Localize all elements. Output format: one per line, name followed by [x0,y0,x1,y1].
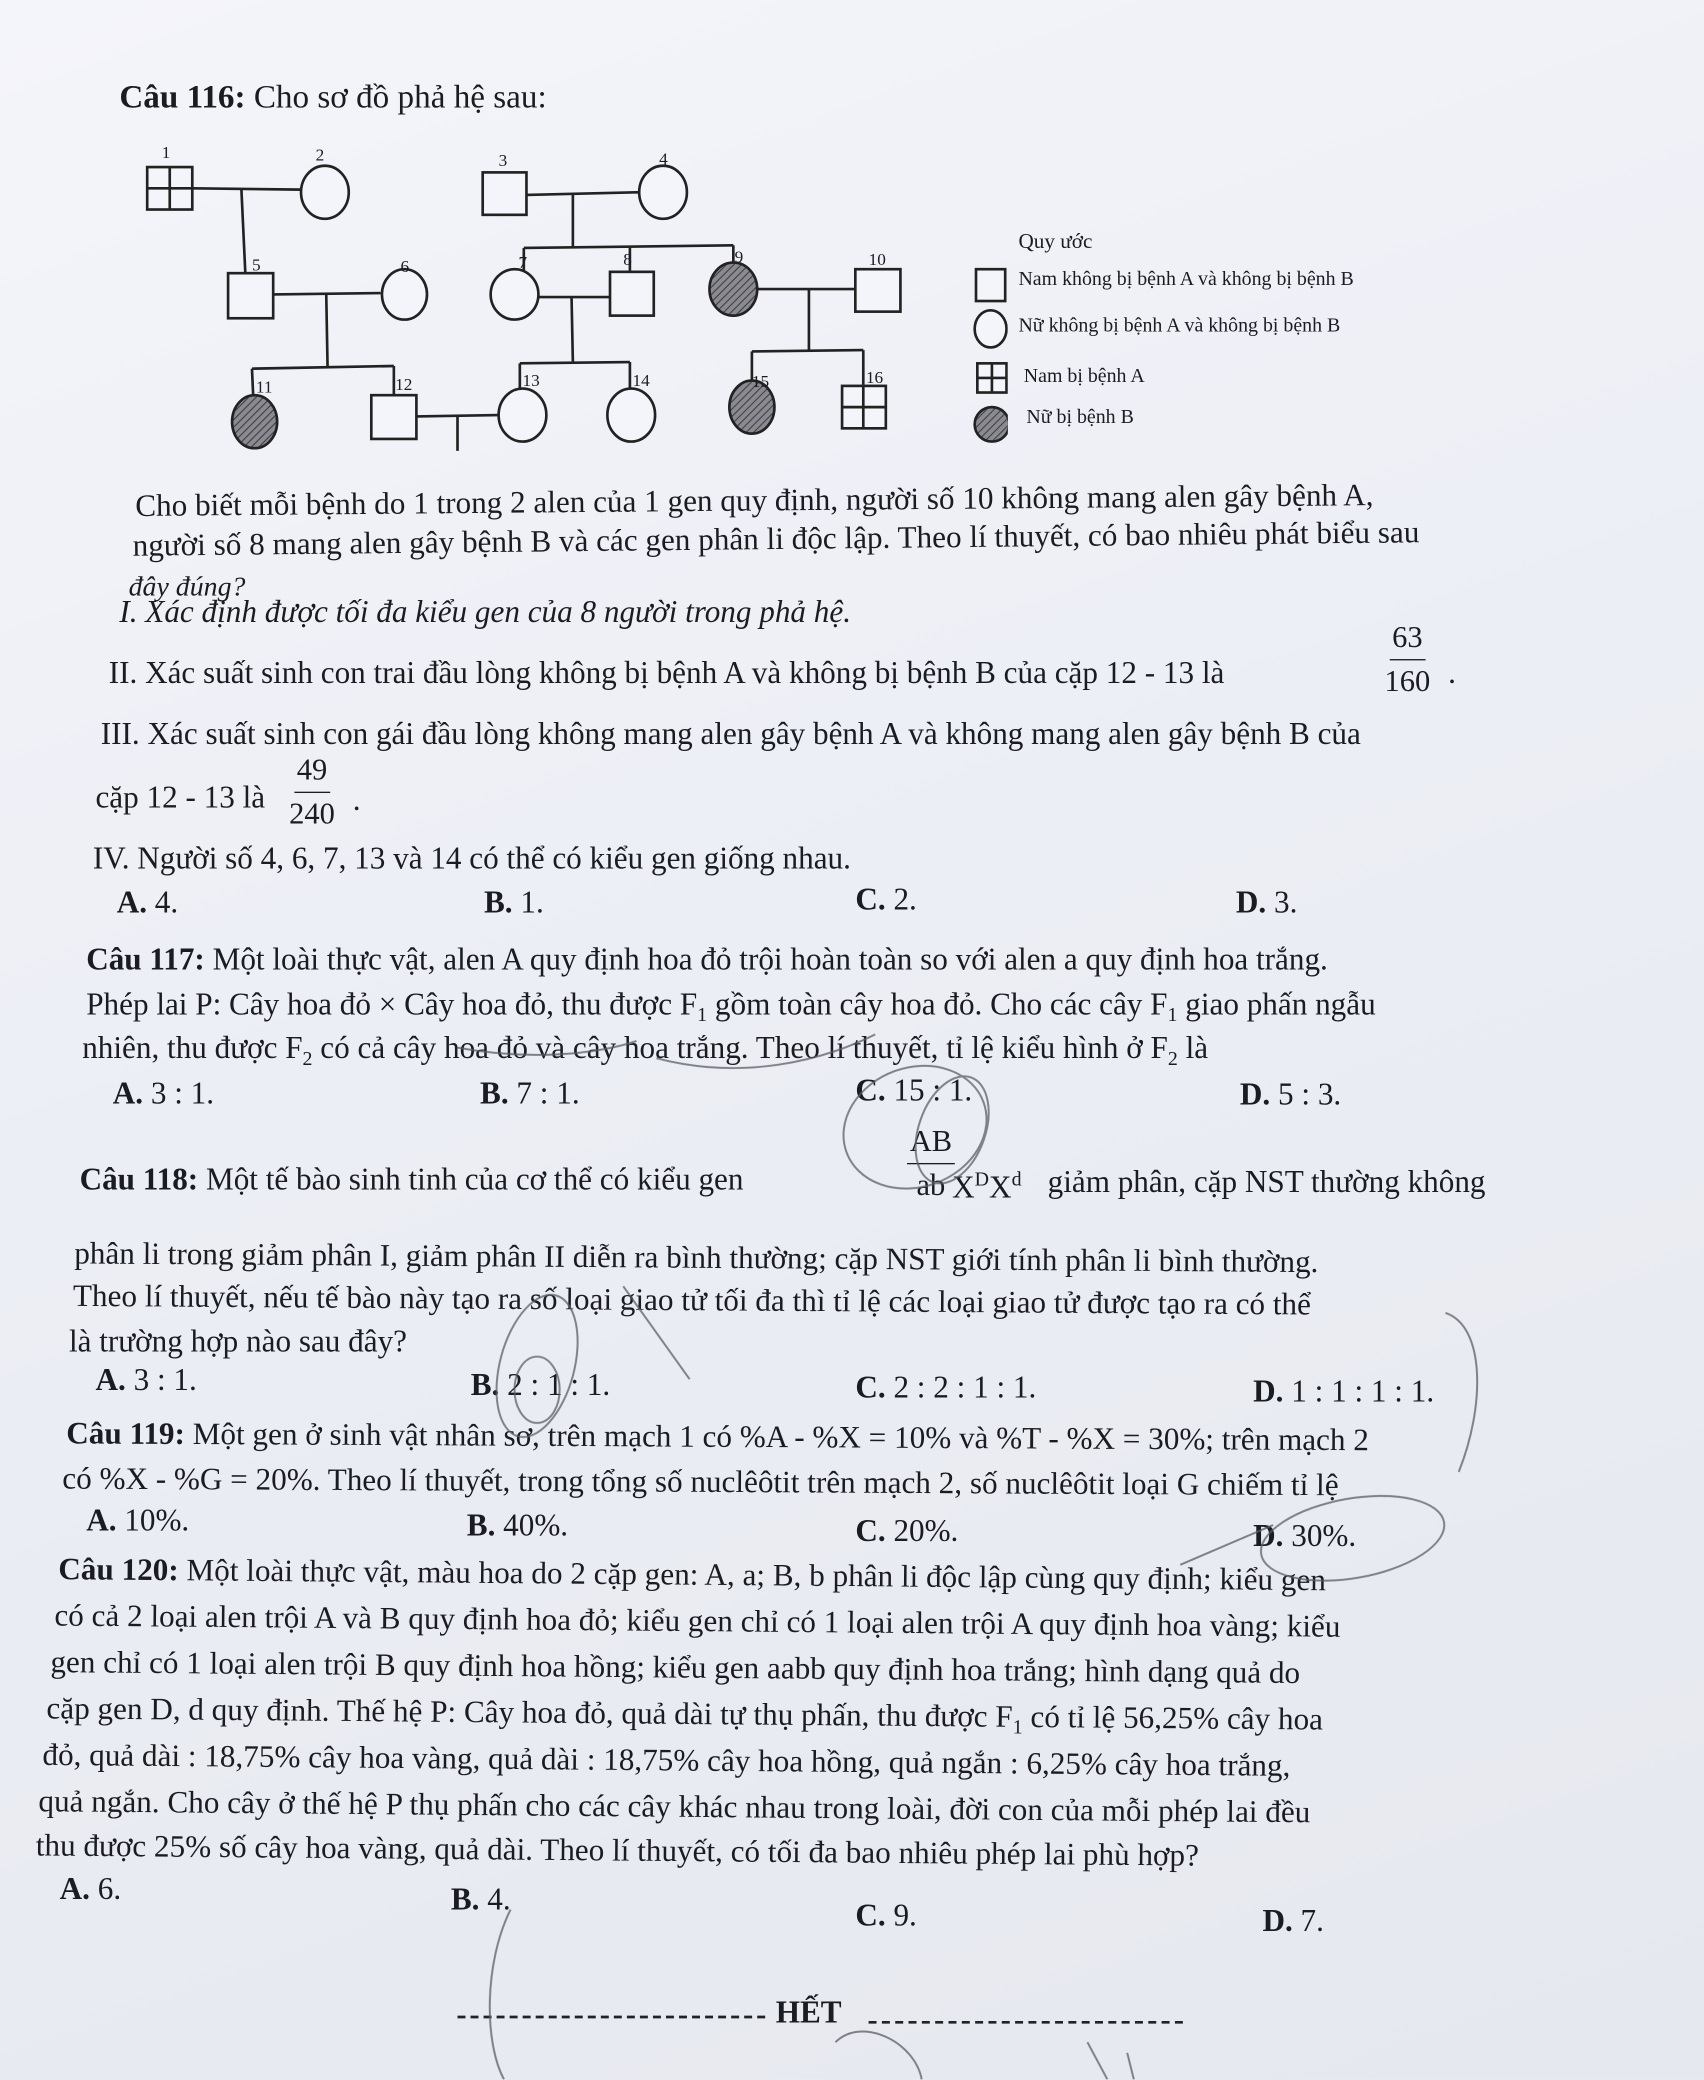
option-key: B. [484,885,513,921]
genotype-fraction [907,1125,955,1203]
option-key: C. [855,1514,886,1549]
fraction-63-160 [1384,621,1430,699]
q120-line3: gen chỉ có 1 loại alen trội B quy định hoa hồng; kiểu gen aabb quy định hoa trắng; hình dạng quả do [50,1645,1301,1691]
label-8: 8 [623,250,632,270]
question-label: Câu 117: [86,942,205,978]
text: nhiên, thu được F [82,1031,303,1067]
q117-option-c[interactable] [855,1074,972,1110]
end-divider-right [869,2021,1183,2024]
text: giao phấn ngẫu [1177,987,1376,1023]
option-value: 10%. [124,1503,190,1539]
end-divider-left [458,2016,766,2019]
q120-option-b[interactable] [451,1883,511,1919]
option-key: A. [112,1076,144,1112]
subscript: 1 [1012,1717,1023,1739]
option-key: D. [1262,1904,1293,1939]
individual-2-female [301,166,349,219]
q119-option-d[interactable] [1253,1520,1356,1556]
q120-line5: đỏ, quả dài : 18,75% cây hoa vàng, quả dài : 18,75% cây hoa hồng, quả ngắn : 6,25% cây hoa trắng, [42,1738,1291,1784]
q117-line2 [86,987,1375,1035]
question-label: Câu 116: [119,79,246,116]
legend-female-disease-b-icon [975,407,1008,441]
question-text: Một gen ở sinh vật nhân sơ, trên mạch 1 có %A - %X = 10% và %T - %X = 30%; trên mạch 2 [192,1417,1369,1459]
option-value: 3 : 1. [133,1363,197,1398]
q117-line1 [86,942,1328,979]
q118-option-d[interactable] [1253,1375,1434,1411]
label-2: 2 [315,145,325,165]
label-4: 4 [659,149,668,169]
q118-line1b: giảm phân, cặp NST thường không [1047,1165,1486,1201]
fraction-numerator: 49 [294,753,330,793]
option-key: A. [86,1503,117,1539]
subscript: 2 [1167,1048,1178,1071]
text: là [1177,1031,1209,1067]
label-12: 12 [395,374,413,394]
label-5: 5 [251,255,261,275]
label-15: 15 [751,372,770,392]
q118-line1a [80,1162,744,1199]
q118-option-c[interactable] [855,1371,1036,1407]
label-16: 16 [865,368,884,388]
q118-option-b[interactable] [471,1369,610,1405]
statement-3-line2: cặp 12 - 13 là [95,781,266,816]
fraction-denominator: 240 [289,796,335,831]
text: có tỉ lệ 56,25% cây hoa [1022,1700,1324,1738]
q118-line2: phân li trong giảm phân I, giảm phân II diễn ra bình thường; cặp NST giới tính phân li bình thường. [74,1236,1319,1281]
individual-8-male [610,272,654,316]
option-value: 40%. [503,1509,569,1544]
text: có cả cây hoa đỏ và cây hoa trắng. Theo lí thuyết, tỉ lệ kiểu hình ở F [312,1031,1168,1067]
individual-10-male [855,269,900,311]
option-key: C. [855,883,886,918]
legend-female-disease-b: Nữ bị bệnh B [1026,407,1134,429]
option-key: B. [470,1368,500,1404]
individual-11-female-disease-b [232,395,277,448]
label-10: 10 [868,250,886,270]
q120-line7: thu được 25% số cây hoa vàng, quả dài. Theo lí thuyết, có tối đa bao nhiêu phép lai phù hợp? [35,1828,1200,1874]
question-text: Một loài thực vật, alen A quy định hoa đỏ trội hoàn toàn so với alen a quy định hoa trắng. [212,942,1328,978]
legend-title: Quy ước [1018,230,1093,254]
individual-7-female [491,269,539,319]
label-7: 7 [518,252,528,272]
q116-option-b[interactable] [484,886,544,922]
q116-para-line2: người số 8 mang alen gây bệnh B và các gen phân li độc lập. Theo lí thuyết, có bao nhiêu phát biểu sau [132,515,1420,564]
q116-option-c[interactable] [855,883,916,919]
option-value: 15 : 1. [893,1074,973,1109]
label-1: 1 [161,142,171,162]
legend-male: Nam không bị bệnh A và không bị bệnh B [1018,269,1354,291]
q120-option-d[interactable] [1262,1904,1323,1940]
option-key: A. [116,885,148,921]
q120-option-c[interactable] [855,1899,916,1935]
sex-chromosomes [952,1162,1021,1207]
statement-end: . [1448,656,1456,691]
q116-para-line1: Cho biết mỗi bệnh do 1 trong 2 alen của 1 gen quy định, người số 10 không mang alen gây bệnh A, [135,478,1374,524]
fraction-numerator: 63 [1389,621,1425,661]
option-key: A. [95,1363,126,1398]
statement-text: II. Xác suất sinh con trai đầu lòng không bị bệnh A và không bị bệnh B của cặp 12 - 13 là [108,656,1225,691]
superscript: d [1011,1169,1022,1191]
q116-option-d[interactable] [1236,886,1297,922]
label-3: 3 [498,150,508,170]
fraction-numerator: AB [907,1125,955,1165]
statement-text: I. Xác định được tối đa kiểu gen của 8 người trong phả hệ. [119,595,852,630]
option-value: 4. [154,885,179,921]
chromosome-x: X [952,1170,975,1206]
q118-line4: là trường hợp nào sau đây? [68,1324,407,1360]
option-value: 6. [97,1872,122,1907]
option-key: B. [466,1509,496,1544]
statement-2 [109,655,1225,692]
individual-14-female [607,389,655,442]
option-value: 7. [1300,1904,1324,1939]
q116-para-line3: đây đúng? [128,570,246,603]
text: cặp gen D, d quy định. Thế hệ P: Cây hoa đỏ, quả dài tự thụ phấn, thu được F [46,1691,1013,1735]
option-key: C. [855,1074,886,1109]
option-value: 2 : 2 : 1 : 1. [893,1371,1037,1406]
option-key: C. [855,1371,886,1406]
option-value: 4. [487,1883,511,1918]
option-key: D. [1253,1375,1284,1410]
statement-4: IV. Người số 4, 6, 7, 13 và 14 có thể có kiểu gen giống nhau. [92,842,851,877]
fraction-denominator: 160 [1384,664,1431,698]
individual-4-female [639,166,687,219]
individual-6-female [382,269,427,319]
option-key: D. [1253,1519,1284,1555]
statement-end: . [352,783,361,819]
option-key: D. [1235,885,1267,921]
individual-3-male [483,172,527,214]
chromosome-x: X [989,1170,1012,1206]
question-label: Câu 120: [58,1552,179,1589]
individual-12-male [371,395,416,439]
legend-male-icon [976,269,1005,301]
question-text: Một tế bào sinh tinh của cơ thể có kiểu gen [205,1162,744,1198]
individual-5-male [228,273,273,318]
option-value: 1 : 1 : 1 : 1. [1291,1375,1435,1410]
option-value: 3. [1274,885,1298,921]
option-value: 2. [893,883,917,918]
q119-option-b[interactable] [467,1509,568,1545]
label-6: 6 [400,256,410,276]
q120-option-a[interactable] [60,1872,121,1908]
question-intro: Cho sơ đồ phả hệ sau: [253,79,547,116]
q116-option-a[interactable] [117,886,178,922]
subscript: 1 [697,1005,708,1027]
individual-1-male-disease-a [147,167,192,209]
q120-line6: quả ngắn. Cho cây ở thế hệ P thụ phấn cho các cây khác nhau trong loài, đời con của mỗi phép lai đều [38,1784,1311,1831]
option-key: B. [450,1883,480,1918]
label-11: 11 [255,377,273,397]
q117-line3 [82,1030,1208,1078]
end-marker: HẾT [775,1995,842,2031]
text: gồm toàn cây hoa đỏ. Cho các cây F [707,987,1168,1023]
subscript: 2 [302,1048,313,1071]
label-13: 13 [522,370,540,390]
q117-option-b[interactable] [480,1077,580,1113]
superscript: D [974,1169,990,1191]
q119-option-c[interactable] [855,1514,958,1550]
option-key: D. [1239,1078,1271,1113]
individual-16-male-disease-a [842,386,886,428]
option-value: 7 : 1. [516,1076,580,1112]
text: Phép lai P: Cây hoa đỏ × Cây hoa đỏ, thu được F [86,987,698,1023]
option-value: 20%. [893,1514,959,1549]
question-label: Câu 118: [79,1162,199,1198]
q119-line1 [66,1416,1369,1460]
individual-9-female-disease-b [709,263,757,316]
option-value: 2 : 1 : 1. [507,1368,611,1404]
statement-3-line1: III. Xác suất sinh con gái đầu lòng không mang alen gây bệnh A và không mang alen gây bệnh B của [100,717,1361,752]
legend-male-disease-a-icon [977,363,1006,392]
pedigree-chart [0,0,1008,477]
option-value: 30%. [1291,1519,1357,1555]
q119-option-a[interactable] [86,1504,189,1540]
q120-line1 [58,1551,1326,1599]
label-9: 9 [734,247,744,267]
fraction-49-240 [289,753,335,831]
q119-line2: có %X - %G = 20%. Theo lí thuyết, trong tổng số nuclêôtit trên mạch 2, số nuclêôtit loại G chiếm tỉ lệ [62,1461,1339,1504]
fraction-denominator: ab [916,1168,946,1202]
legend-female: Nữ không bị bệnh A và không bị bệnh B [1018,315,1341,337]
option-key: A. [59,1872,90,1907]
question-text: Một loài thực vật, màu hoa do 2 cặp gen: A, a; B, b phân li độc lập cùng quy định; kiểu gen [186,1553,1327,1599]
option-value: 1. [520,885,544,921]
q120-line2: có cả 2 loại alen trội A và B quy định hoa đỏ; kiểu gen chỉ có 1 loại alen trội A quy định hoa vàng; kiểu [54,1598,1341,1645]
q118-option-a[interactable] [95,1363,196,1399]
option-key: C. [855,1898,886,1934]
option-key: B. [480,1076,509,1112]
q118-line3: Theo lí thuyết, nếu tế bào này tạo ra số loại giao tử tối đa thì tỉ lệ các loại giao tử được tạo ra có thể [72,1279,1312,1323]
q117-option-a[interactable] [113,1077,214,1113]
subscript: 1 [1167,1005,1178,1027]
option-value: 9. [893,1898,917,1934]
statement-1 [119,594,851,631]
legend-male-disease-a: Nam bị bệnh A [1023,366,1145,388]
option-value: 5 : 3. [1278,1078,1342,1113]
option-value: 3 : 1. [150,1076,215,1112]
individual-13-female [499,389,547,442]
legend-female-icon [975,310,1007,347]
label-14: 14 [632,370,650,390]
question-label: Câu 119: [66,1416,186,1452]
q117-option-d[interactable] [1240,1078,1341,1114]
